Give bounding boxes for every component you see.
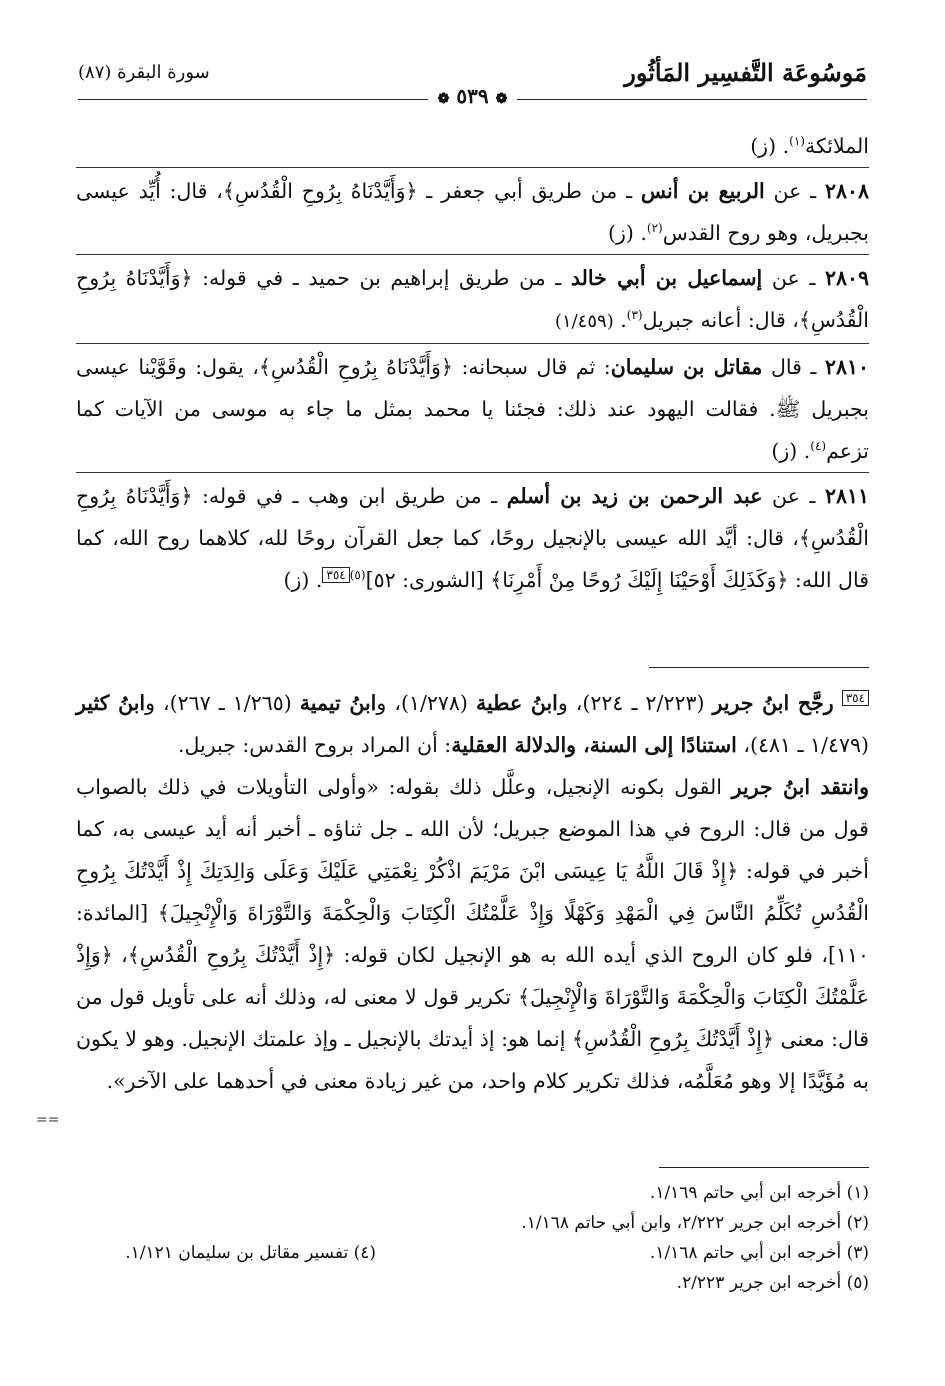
commentary-paragraph: ٣٥٤ رجَّح ابنُ جرير (٢/٢٢٣ ـ ٢٢٤)، وابنُ عطية (١/٢٧٨)، وابنُ تيمية (١/٢٦٥ ـ ٢٦٧)، وابنُ كثير (١/٤٧٩ ـ ٤٨١)، استنادًا إلى السنة، والدلالة العقلية: أن المراد بروح القدس: جبريل. xyxy=(76,691,869,757)
footnote-row xyxy=(76,1178,869,1208)
volume-ref: (١/٤٥٩) xyxy=(554,311,614,332)
page-number xyxy=(428,84,518,108)
narrator-name: عبد الرحمن بن زيد بن أسلم xyxy=(506,484,763,508)
quran-quote: ﴿وَأَيَّدْنَاهُ بِرُوحِ الْقُدُسِ﴾ xyxy=(76,484,869,550)
footnote-marker: (١) xyxy=(789,134,805,149)
narrator-name: الربيع بن أنس xyxy=(640,179,765,203)
book-title: مَوسُوعَة التَّفسِير المَأثُور xyxy=(624,58,867,87)
quran-quote: ﴿وَإِذْ عَلَّمْتُكَ الْكِتَابَ وَالْحِكْمَةَ وَالتَّوْرَاةَ وَالْإِنْجِيلَ﴾ xyxy=(76,943,870,1009)
verse-ref: (٨٧) xyxy=(78,62,112,83)
footnote-marker: (٣) xyxy=(626,308,643,323)
narrator-name: مقاتل بن سليمان xyxy=(610,355,763,379)
quran-quote: ﴿إِذْ أَيَّدْتُكَ بِرُوحِ الْقُدُسِ﴾ xyxy=(127,943,336,967)
scholar-name: وانتقد ابنُ جرير xyxy=(731,775,869,799)
ornament-icon: ❁ xyxy=(495,91,508,107)
quran-quote: ﴿وَأَيَّدْنَاهُ بِرُوحِ الْقُدُسِ﴾ xyxy=(222,179,418,203)
entry-2809: ٢٨٠٩ ـ عن إسماعيل بن أبي خالد ـ من طريق إبراهيم بن حميد ـ في قوله: ﴿وَأَيَّدْنَاهُ بِرُوحِ الْقُدُسِ﴾، قال: أعانه جبريل$^{(٣)}$. (١/٤٥٩) xyxy=(76,254,869,343)
scholar-name: ابنُ عطية xyxy=(475,691,558,715)
footnote-row xyxy=(76,1238,869,1268)
continuation-mark: == xyxy=(36,1112,60,1128)
footnote: (٢) أخرجه ابن جرير ٢/٢٢٢، وابن أبي حاتم ١/١٦٨. xyxy=(521,1213,869,1233)
entry-2811: ٢٨١١ ـ عن عبد الرحمن بن زيد بن أسلم ـ من طريق ابن وهب ـ في قوله: ﴿وَأَيَّدْنَاهُ بِرُوحِ الْقُدُسِ﴾، قال: أيَّد الله عيسى بالإنجيل روحًا، كما جعل القرآن روحًا لله، كلاهما روح الله، كما قال الله: ﴿وَكَذَلِكَ أَوْحَيْنَا إِلَيْكَ رُوحًا مِنْ أَمْرِنَا﴾ [الشورى: ٥٢]$^{(٥)}$٣٥٤. (ز) xyxy=(76,472,869,601)
entry-continuation: الملائكة$^{(١)}$. (ز) xyxy=(750,134,869,158)
quran-quote: ﴿إِذْ قَالَ اللَّهُ يَا عِيسَى ابْنَ مَرْيَمَ اذْكُرْ نِعْمَتِي عَلَيْكَ وَعَلَى وَالِدَتِكَ إِذْ أَيَّدْتُكَ بِرُوحِ الْقُدُسِ تُكَلِّمُ النَّاسَ فِي الْمَهْدِ وَكَهْلًا وَإِذْ عَلَّمْتُكَ الْكِتَابَ وَالْحِكْمَةَ وَالتَّوْرَاةَ وَالْإِنْجِيلَ﴾ xyxy=(76,859,869,925)
entry-number: ٢٨١١ xyxy=(824,484,869,508)
footnote: (٣) أخرجه ابن أبي حاتم ١/١٦٨. xyxy=(649,1243,869,1263)
commentary-section xyxy=(76,682,869,1102)
ornament-icon: ❁ xyxy=(437,91,450,107)
scholar-name: ابنُ تيمية xyxy=(299,691,377,715)
footnote: (٤) تفسير مقاتل بن سليمان ١/١٢١. xyxy=(125,1243,376,1263)
commentary-separator xyxy=(649,667,869,668)
page-number-wrap xyxy=(0,84,945,108)
footnote: (١) أخرجه ابن أبي حاتم ١/١٦٩. xyxy=(649,1183,869,1203)
entry-2810: ٢٨١٠ ـ قال مقاتل بن سليمان: ثم قال سبحانه: ﴿وَأَيَّدْنَاهُ بِرُوحِ الْقُدُسِ﴾، يقول: وقَوَّيْنا عيسى بجبريل ﷺ. فقالت اليهود عند ذلك: فجئنا يا محمد بمثل ما جاء به موسى من الآيات كما تزعم$^{(٤)}$. (ز) xyxy=(76,343,869,472)
commentary-box-label: ٣٥٤ xyxy=(842,690,869,706)
surah-name: سورة البقرة xyxy=(117,62,210,83)
narrator-name: إسماعيل بن أبي خالد xyxy=(570,266,763,290)
entry-number: ٢٨٠٨ xyxy=(824,179,869,203)
footnote-row xyxy=(76,1208,869,1238)
commentary-paragraph: وانتقد ابنُ جرير القول بكونه الإنجيل، وعلَّل ذلك بقوله: «وأولى التأويلات في ذلك بالصواب قول من قال: الروح في هذا الموضع جبريل؛ لأن الله ـ جل ثناؤه ـ أخبر أنه أيد عيسى به، كما أخبر في قوله: ﴿إِذْ قَالَ اللَّهُ يَا عِيسَى ابْنَ مَرْيَمَ اذْكُرْ نِعْمَتِي عَلَيْكَ وَعَلَى وَالِدَتِكَ إِذْ أَيَّدْتُكَ بِرُوحِ الْقُدُسِ تُكَلِّمُ النَّاسَ فِي الْمَهْدِ وَكَهْلًا وَإِذْ عَلَّمْتُكَ الْكِتَابَ وَالْحِكْمَةَ وَالتَّوْرَاةَ وَالْإِنْجِيلَ﴾ [المائدة: ١١٠]، فلو كان الروح الذي أيده الله به هو الإنجيل لكان قوله: ﴿إِذْ أَيَّدْتُكَ بِرُوحِ الْقُدُسِ﴾، ﴿وَإِذْ عَلَّمْتُكَ الْكِتَابَ وَالْحِكْمَةَ وَالتَّوْرَاةَ وَالْإِنْجِيلَ﴾ تكرير قول لا معنى له، وذلك أنه على تأويل قول من قال: معنى ﴿إِذْ أَيَّدْتُكَ بِرُوحِ الْقُدُسِ﴾ إنما هو: إذ أيدتك بالإنجيل ـ وإذ علمتك الإنجيل. وهو لا يكون به مُؤَيَّدًا إلا وهو مُعَلَّمُه، فذلك تكرير كلام واحد، من غير زيادة معنى في أحدهما على الآخر». xyxy=(76,775,870,1093)
scholar-name: ابنُ جرير xyxy=(712,691,790,715)
quran-quote: ﴿إِذْ أَيَّدْتُكَ بِرُوحِ الْقُدُسِ﴾ xyxy=(572,1027,774,1051)
commentary-box-ref: ٣٥٤ xyxy=(322,567,349,583)
footnotes xyxy=(76,1178,869,1298)
quran-quote: ﴿وَكَذَلِكَ أَوْحَيْنَا إِلَيْكَ رُوحًا مِنْ أَمْرِنَا﴾ xyxy=(490,568,789,592)
quran-quote: ﴿وَأَيَّدْنَاهُ بِرُوحِ الْقُدُسِ﴾ xyxy=(76,266,869,332)
entry-2808: ٢٨٠٨ ـ عن الربيع بن أنس ـ من طريق أبي جعفر ـ ﴿وَأَيَّدْنَاهُ بِرُوحِ الْقُدُسِ﴾، قال: أُيِّد عيسى بجبريل، وهو روح القدس$^{(٢)}$. (ز) xyxy=(76,167,869,254)
page-number-text: ٥٣٩ xyxy=(456,84,489,108)
footnote-marker: (٢) xyxy=(646,221,663,236)
footnotes-separator xyxy=(659,1167,869,1168)
footnote: (٥) أخرجه ابن جرير ٢/٢٢٣. xyxy=(676,1273,869,1293)
footnote-row xyxy=(76,1268,869,1298)
entry-number: ٢٨١٠ xyxy=(824,355,869,379)
footnote-marker: (٥) xyxy=(349,568,366,583)
scholar-name: ابنُ كثير xyxy=(76,691,146,715)
footnote-marker: (٤) xyxy=(810,439,827,454)
entry-number: ٢٨٠٩ xyxy=(824,266,869,290)
quran-quote: ﴿وَأَيَّدْنَاهُ بِرُوحِ الْقُدُسِ﴾ xyxy=(258,355,453,379)
main-text xyxy=(76,125,869,601)
surah-label xyxy=(78,62,210,83)
